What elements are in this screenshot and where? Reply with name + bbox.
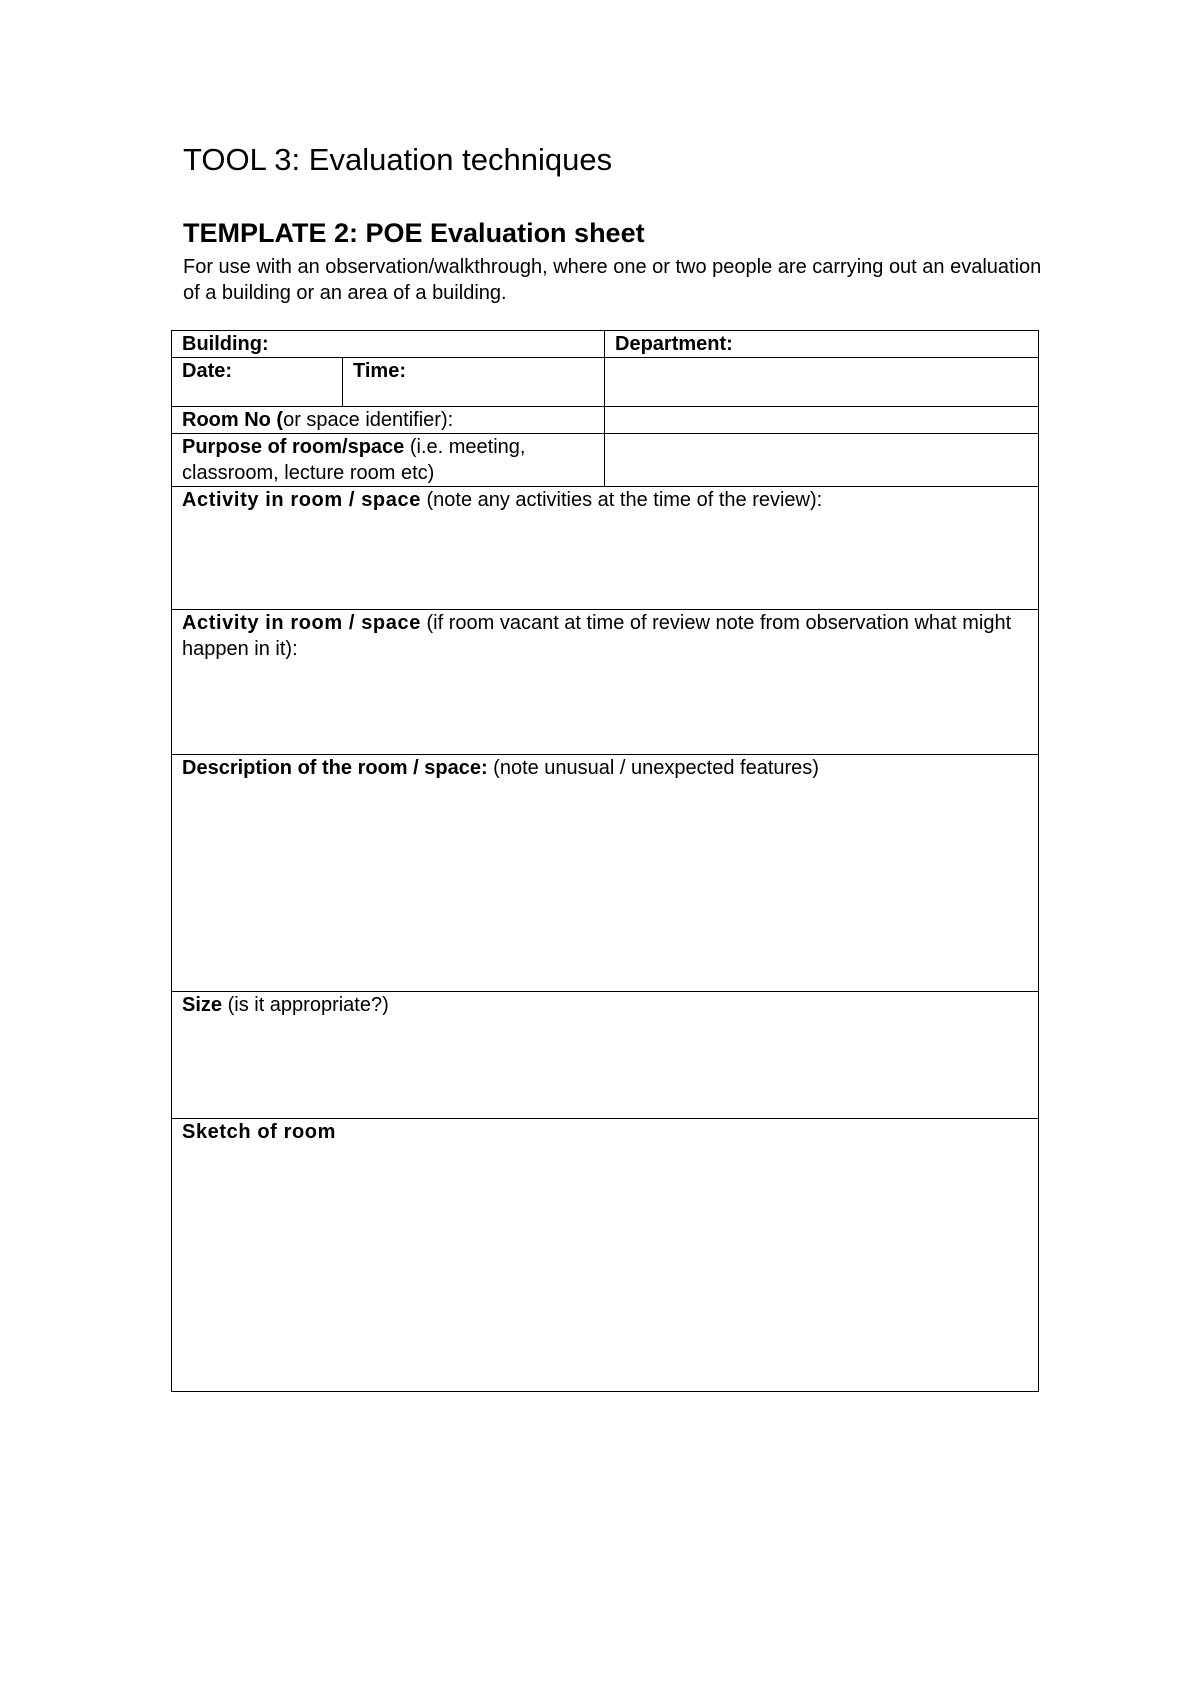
room-no-cell — [172, 407, 605, 434]
room-no-hint: or space identifier): — [283, 409, 454, 431]
evaluation-form-table — [171, 330, 1039, 1392]
sketch-cell[interactable] — [172, 1119, 1039, 1392]
purpose-label: Purpose of room/space — [182, 436, 405, 458]
size-hint: (is it appropriate?) — [222, 994, 389, 1016]
department-cell[interactable] — [605, 331, 1039, 358]
time-label: Time: — [353, 360, 406, 382]
description-cell[interactable] — [172, 755, 1039, 992]
size-cell[interactable] — [172, 992, 1039, 1119]
description-hint: (note unusual / unexpected features) — [487, 757, 819, 779]
sketch-label: Sketch of room — [182, 1121, 336, 1143]
template-title: TEMPLATE 2: POE Evaluation sheet — [183, 218, 645, 248]
date-time-row — [172, 358, 1039, 407]
purpose-row — [172, 434, 1039, 487]
building-cell[interactable] — [172, 331, 605, 358]
building-row — [172, 331, 1039, 358]
description-label: Description of the room / space: — [182, 757, 488, 779]
activity-label: Activity in room / space — [182, 489, 421, 511]
activity-vacant-cell[interactable] — [172, 610, 1039, 755]
date-label: Date: — [182, 360, 233, 382]
time-cell[interactable] — [343, 358, 605, 407]
purpose-hint: (i.e. meeting, classroom, lecture room etc) — [182, 436, 526, 484]
activity-hint: (note any activities at the time of the review): — [420, 489, 823, 511]
activity-vacant-hint: (if room vacant at time of review note from observation what might happen in it): — [182, 612, 1012, 660]
activity-vacant-row — [172, 610, 1039, 755]
sketch-row — [172, 1119, 1039, 1392]
building-label: Building: — [182, 333, 269, 355]
page-title: TOOL 3: Evaluation techniques — [183, 142, 613, 177]
purpose-cell — [172, 434, 605, 487]
room-no-label: Room No ( — [182, 409, 284, 431]
size-label: Size — [182, 994, 223, 1016]
intro-text: For use with an observation/walkthrough, where one or two people are carrying out an evaluation of a building or an area of a building. — [183, 256, 1042, 304]
room-no-row — [172, 407, 1039, 434]
activity-vacant-label: Activity in room / space — [182, 612, 421, 634]
size-row — [172, 992, 1039, 1119]
department-value-cell[interactable] — [605, 358, 1039, 407]
room-no-value-cell[interactable] — [605, 407, 1039, 434]
description-row — [172, 755, 1039, 992]
purpose-value-cell[interactable] — [605, 434, 1039, 487]
date-cell[interactable] — [172, 358, 343, 407]
department-label: Department: — [615, 333, 733, 355]
activity-row — [172, 487, 1039, 610]
activity-cell[interactable] — [172, 487, 1039, 610]
